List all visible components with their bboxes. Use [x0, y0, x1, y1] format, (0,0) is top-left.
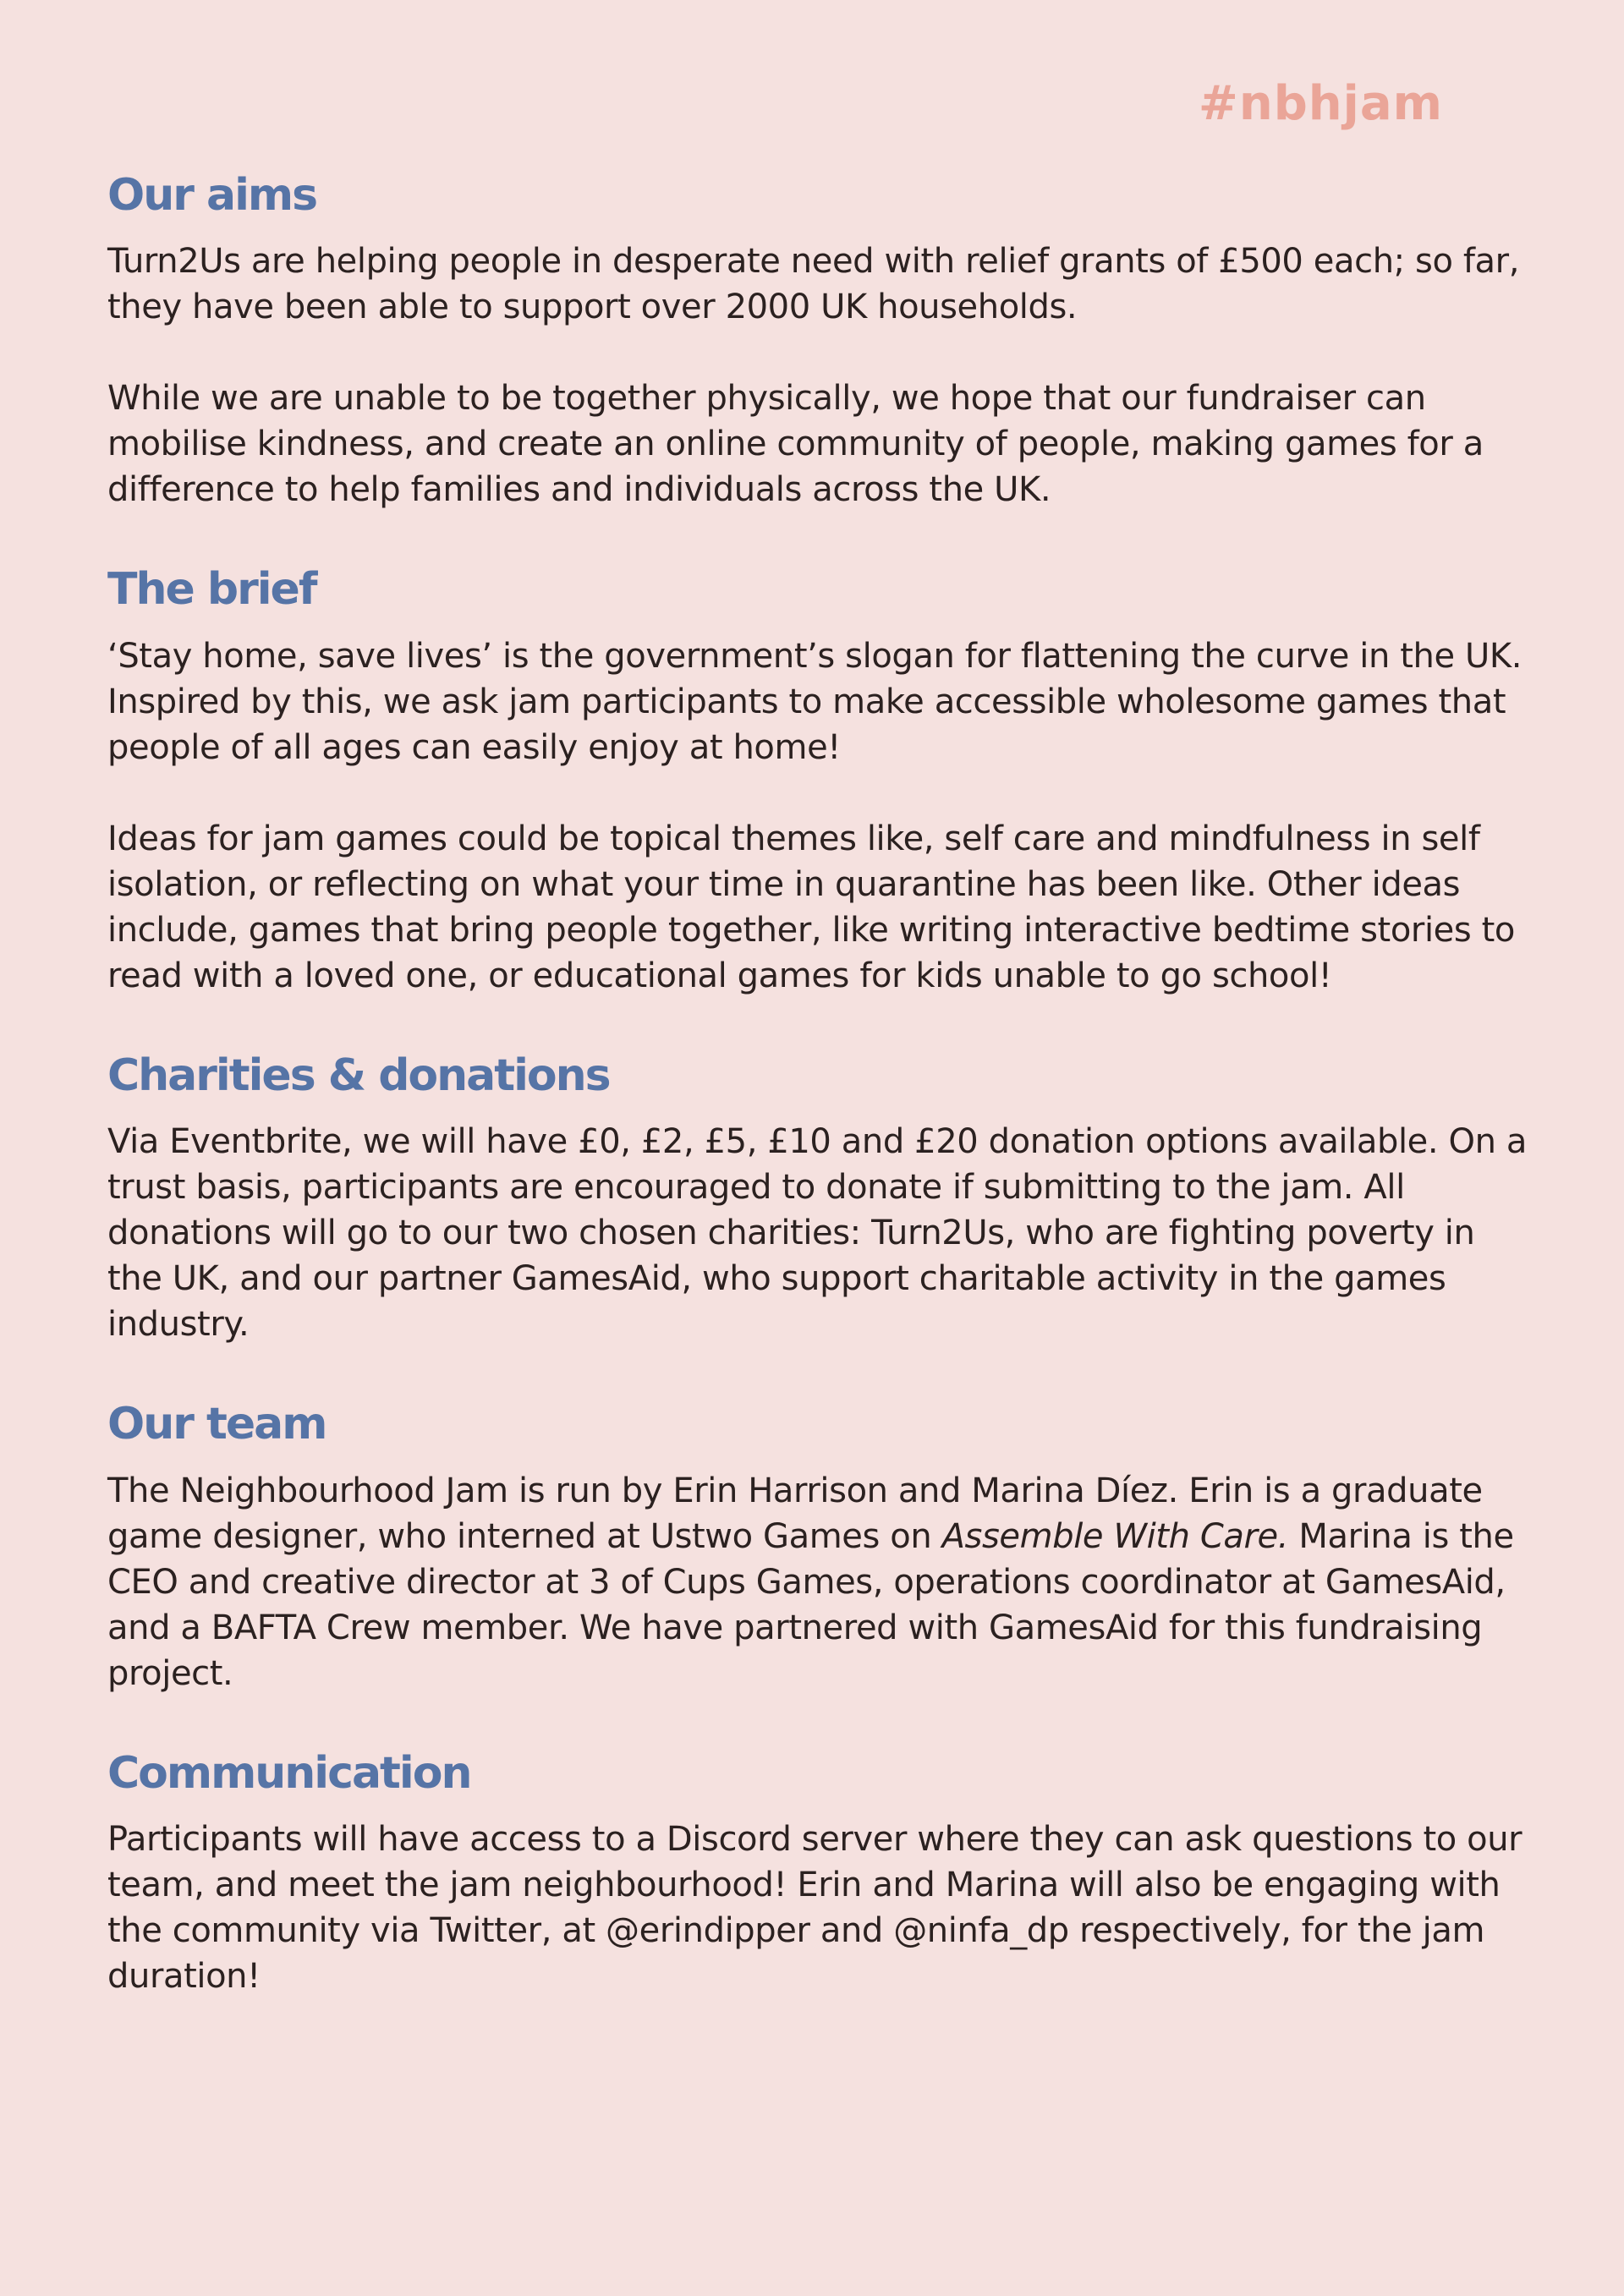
- section-our-team: [107, 1398, 1528, 1696]
- section-the-brief: [107, 563, 1528, 998]
- aims-paragraph-2: While we are unable to be together physically, we hope that our fundraiser can mobilise kindness, and create an online community of people, making games for a difference to help families and individuals across the UK.: [107, 379, 1484, 510]
- team-text-part-2: Marina is the CEO and creative director at 3 of Cups Games, operations coordinator at GamesAid, and a BAFTA Crew member. We have partnered with GamesAid for this fundraising project.: [107, 1516, 1514, 1693]
- communication-paragraph-1: Participants will have access to a Discord server where they can ask questions to our team, and meet the jam neighbourhood! Erin and Marina will also be engaging with the community via Twitter, at @erindipper and @ninfa_dp respectively, for the jam duration!: [107, 1819, 1522, 1996]
- section-our-aims: [107, 169, 1528, 512]
- aims-paragraph-1: Turn2Us are helping people in desperate need with relief grants of £500 each; so far, they have been able to support over 2000 UK households.: [107, 242, 1520, 327]
- section-heading-the-brief: The brief: [107, 564, 316, 616]
- team-text-part-1: The Neighbourhood Jam is run by Erin Harrison and Marina Díez. Erin is a graduate game designer, who interned at Ustwo Games on: [107, 1471, 1483, 1556]
- section-communication: [107, 1747, 1528, 1999]
- document-body: [107, 169, 1528, 2050]
- brief-paragraph-1: ‘Stay home, save lives’ is the government’s slogan for flattening the curve in the UK. Inspired by this, we ask jam participants to make accessible wholesome games that people of all ages can easily enjoy at home!: [107, 636, 1522, 767]
- hashtag-label: #nbhjam: [1198, 76, 1443, 131]
- section-heading-our-team: Our team: [107, 1399, 326, 1450]
- section-heading-our-aims: Our aims: [107, 170, 317, 221]
- game-title-italic: Assemble With Care.: [941, 1516, 1289, 1556]
- section-heading-charities-donations: Charities & donations: [107, 1049, 610, 1101]
- section-heading-communication: Communication: [107, 1747, 471, 1799]
- charities-paragraph-1: Via Eventbrite, we will have £0, £2, £5, £10 and £20 donation options available. On a trust basis, participants are encouraged to donate if submitting to the jam. All donations will go to our two chosen charities: Turn2Us, who are fighting poverty in the UK, and our partner GamesAid, who support charitable activity in the games industry.: [107, 1122, 1527, 1345]
- brief-paragraph-2: Ideas for jam games could be topical themes like, self care and mindfulness in self isolation, or reflecting on what your time in quarantine has been like. Other ideas include, games that bring people together, like writing interactive bedtime stories to read with a loved one, or educational games for kids unable to go school!: [107, 819, 1515, 995]
- team-paragraph-1: [107, 1468, 1528, 1696]
- section-charities-donations: [107, 1049, 1528, 1347]
